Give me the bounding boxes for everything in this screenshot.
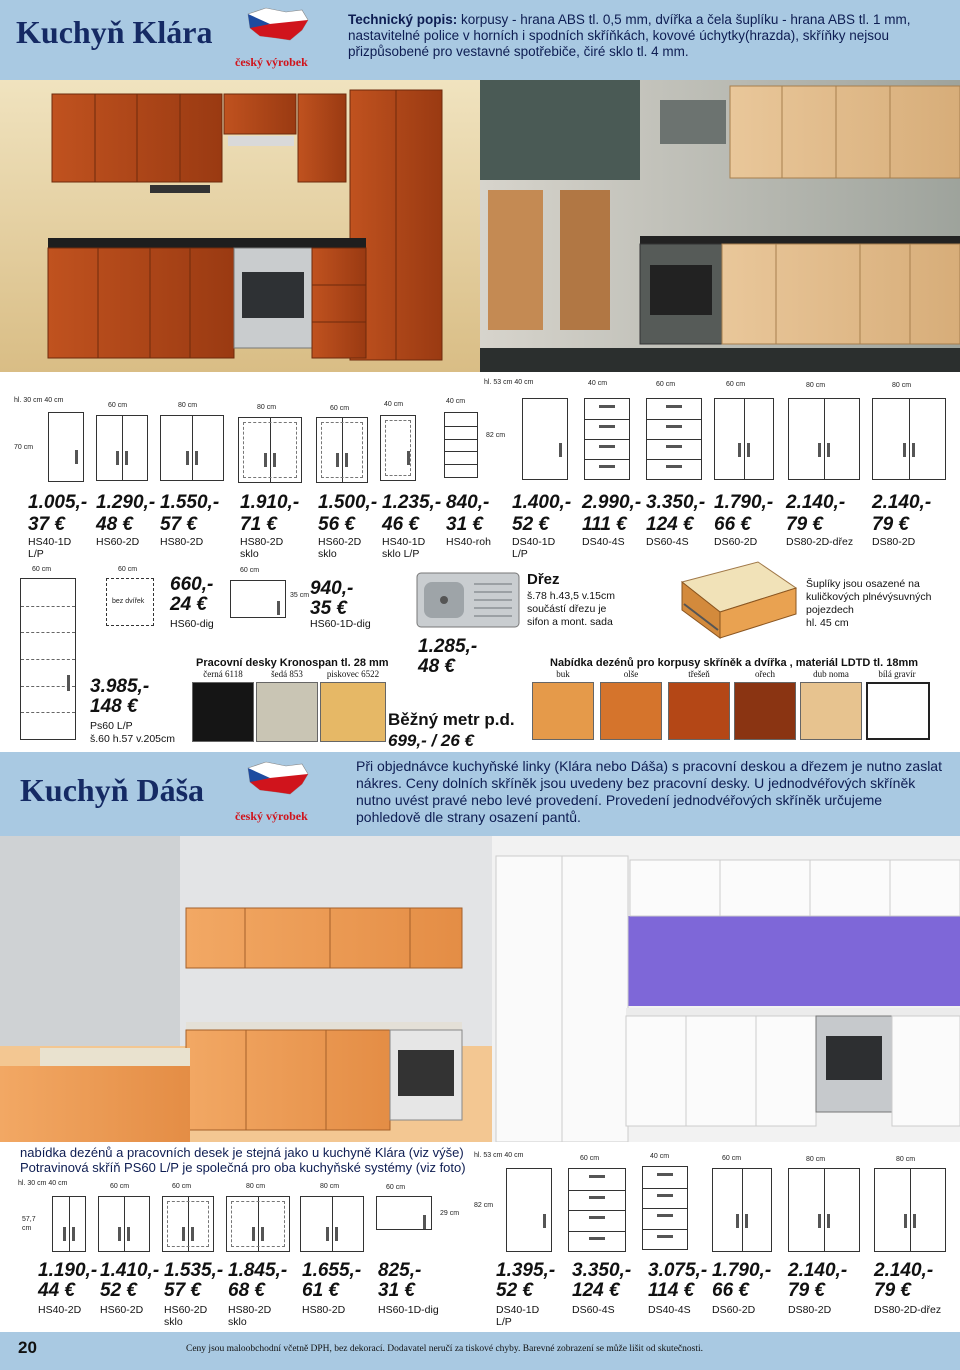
sink-image bbox=[416, 572, 520, 628]
cabinet-line bbox=[21, 659, 75, 660]
cabinet-line bbox=[569, 1231, 625, 1232]
cabinet-drawing-ds40-4s bbox=[584, 398, 630, 480]
cabinet-line bbox=[824, 1169, 825, 1251]
cabinet-line bbox=[445, 464, 477, 465]
cabinet-drawing-ds60-4s bbox=[646, 398, 702, 480]
decor-swatch-beech bbox=[532, 682, 594, 740]
cabinet-line bbox=[824, 399, 825, 479]
sink-spec: součástí dřezu je bbox=[527, 603, 607, 615]
price-czk: 1.290,- bbox=[96, 492, 156, 513]
decor-label: ořech bbox=[755, 669, 775, 679]
worktop-label: šedá 853 bbox=[271, 669, 303, 679]
product-code: Ps60 L/P bbox=[90, 720, 133, 732]
cabinet-line bbox=[589, 1216, 605, 1219]
cabinet-dims: 60 cm bbox=[386, 1184, 406, 1191]
cabinet-drawing-ds80-2d-sink bbox=[788, 398, 860, 480]
cabinet-line bbox=[445, 439, 477, 440]
height-dim: 82 cm bbox=[486, 432, 506, 439]
cabinet-line bbox=[742, 1169, 743, 1251]
price-eur: 79 € bbox=[788, 1280, 825, 1301]
price-czk: 3.985,- bbox=[90, 676, 150, 697]
decor-label: dub noma bbox=[813, 669, 849, 679]
product-code-note: L/P bbox=[28, 548, 44, 560]
product-code: HS60-2D bbox=[100, 1304, 144, 1316]
cabinet-line bbox=[69, 1197, 70, 1251]
product-code: DS40-1D bbox=[512, 536, 556, 548]
price-eur: 44 € bbox=[38, 1280, 75, 1301]
cabinet-line bbox=[192, 416, 193, 480]
price-eur: 46 € bbox=[382, 514, 419, 535]
cabinet-drawing-hs60-1d-dig bbox=[376, 1196, 432, 1230]
cabinet-dims: 60 cm bbox=[108, 402, 128, 409]
sink-title: Dřez bbox=[527, 571, 560, 588]
price-eur: 48 € bbox=[96, 514, 133, 535]
footer-disclaimer: Ceny jsou maloobchodní včetně DPH, bez dekorací. Dodavatel neručí za tiskové chyby. Barevné zobrazení se může lišit od skutečnosti. bbox=[186, 1344, 703, 1354]
price-eur: 37 € bbox=[28, 514, 65, 535]
price-czk: 1.790,- bbox=[714, 492, 774, 513]
cabinet-drawing-hs60-2d-glass bbox=[316, 417, 368, 483]
cabinet-line bbox=[122, 416, 123, 480]
price-eur: 66 € bbox=[712, 1280, 749, 1301]
height-dim: 35 cm bbox=[290, 592, 310, 599]
price-czk: 1.400,- bbox=[512, 492, 572, 513]
cabinet-line bbox=[910, 1169, 911, 1251]
price-eur: 24 € bbox=[170, 594, 207, 615]
cabinet-line bbox=[385, 420, 411, 476]
height-dim: 57,7 bbox=[22, 1216, 36, 1223]
product-code: HS80-2D bbox=[302, 1304, 346, 1316]
cabinet-drawing-ds60-2d bbox=[712, 1168, 772, 1252]
sink-spec: š.78 h.43,5 v.15cm bbox=[527, 590, 615, 602]
order-note: Při objednávce kuchyňské linky (Klára nebo Dáša) s pracovní deskou a dřezem je nutno zaslat nákres. Ceny dolních skříněk jsou uvedeny bez pracovní desky. U jednodvéřových skříněk nutno uvést pravé nebo levé provedení. Provedení jednodvéřových skříněk určujeme pohledově dle strany osazení pantů. bbox=[356, 758, 942, 825]
worktop-swatch-sandstone bbox=[320, 682, 386, 742]
product-code: DS40-4S bbox=[582, 536, 625, 548]
product-code: DS60-2D bbox=[712, 1304, 756, 1316]
cabinet-dims: hl. 53 cm 40 cm bbox=[484, 379, 534, 386]
cabinet-line bbox=[277, 601, 280, 615]
height-dim: 82 cm bbox=[474, 1202, 494, 1209]
cabinet-line bbox=[118, 1227, 121, 1241]
price-czk: 1.190,- bbox=[38, 1260, 98, 1281]
worktops-title: Pracovní desky Kronospan tl. 28 mm bbox=[196, 657, 389, 669]
cabinet-line bbox=[585, 439, 629, 440]
cabinet-line bbox=[643, 1229, 687, 1230]
cabinet-dims: 80 cm bbox=[806, 382, 826, 389]
price-czk: 2.140,- bbox=[874, 1260, 934, 1281]
cabinet-dims: 60 cm bbox=[656, 381, 676, 388]
price-czk: 1.910,- bbox=[240, 492, 300, 513]
cabinet-line bbox=[569, 1190, 625, 1191]
cabinet-line bbox=[75, 450, 78, 464]
price-czk: 3.350,- bbox=[646, 492, 706, 513]
product-code-note: L/P bbox=[496, 1316, 512, 1328]
price-czk: 2.140,- bbox=[786, 492, 846, 513]
height-unit: cm bbox=[22, 1225, 32, 1232]
cabinet-dims: 40 cm bbox=[384, 401, 404, 408]
cabinet-dims: 40 cm bbox=[588, 380, 608, 387]
kitchen-illustration-dasa bbox=[0, 836, 960, 1142]
price-czk: 2.140,- bbox=[788, 1260, 848, 1281]
cabinet-dims: 80 cm bbox=[320, 1183, 340, 1190]
cabinet-dims: 60 cm bbox=[330, 405, 350, 412]
cabinet-line bbox=[657, 1214, 673, 1217]
cabinet-drawing-hs40-1d-glass bbox=[380, 415, 416, 481]
kitchen-illustration-klara bbox=[0, 80, 960, 372]
cabinet-drawing-hs80-2d bbox=[160, 415, 224, 481]
cabinet-line bbox=[647, 439, 701, 440]
no-doors-label: bez dvířek bbox=[112, 598, 145, 605]
cabinet-dims: 60 cm bbox=[240, 567, 260, 574]
price-eur: 52 € bbox=[496, 1280, 533, 1301]
price-czk: 1.845,- bbox=[228, 1260, 288, 1281]
cabinet-dims: 60 cm bbox=[722, 1155, 742, 1162]
cabinet-line bbox=[589, 1237, 605, 1240]
cabinet-line bbox=[445, 451, 477, 452]
cabinet-drawing-ds40-1d bbox=[506, 1168, 552, 1252]
price-czk: 1.395,- bbox=[496, 1260, 556, 1281]
decor-swatch-oak bbox=[800, 682, 862, 740]
cabinet-line bbox=[657, 1173, 673, 1176]
price-eur: 114 € bbox=[648, 1280, 695, 1301]
cabinet-line bbox=[647, 419, 701, 420]
cabinet-line bbox=[657, 1235, 673, 1238]
cabinet-line bbox=[738, 443, 741, 457]
cabinet-drawing-ds40-4s bbox=[642, 1166, 688, 1250]
cabinet-line bbox=[125, 451, 128, 465]
product-code: DS60-4S bbox=[572, 1304, 615, 1316]
dasa-info-line: Potravinová skříň PS60 L/P je společná pro oba kuchyňské systémy (viz foto) bbox=[20, 1160, 466, 1175]
cabinet-line bbox=[736, 1214, 739, 1228]
price-eur: 35 € bbox=[310, 598, 347, 619]
worktop-swatch-black bbox=[192, 682, 254, 742]
decor-label: olše bbox=[623, 669, 639, 679]
cabinet-dims: 40 cm bbox=[446, 398, 466, 405]
page-title-klara: Kuchyň Klára bbox=[16, 14, 213, 50]
cabinet-line bbox=[599, 425, 615, 428]
cabinet-line bbox=[423, 1215, 426, 1229]
price-eur: 31 € bbox=[378, 1280, 415, 1301]
cabinet-drawing-hs80-2d-glass bbox=[238, 417, 302, 483]
cabinet-line bbox=[231, 1201, 285, 1247]
cabinet-line bbox=[167, 1201, 209, 1247]
price-eur: 61 € bbox=[302, 1280, 339, 1301]
dasa-info-line: nabídka dezénů a pracovních desek je stejná jako u kuchyně Klára (viz výše) bbox=[20, 1145, 464, 1160]
price-eur: 124 € bbox=[646, 514, 694, 535]
cabinet-line bbox=[321, 422, 363, 478]
cabinet-line bbox=[666, 425, 682, 428]
cabinet-line bbox=[585, 419, 629, 420]
price-eur: 111 € bbox=[582, 514, 627, 535]
cabinet-drawing-hs60-1d-dig bbox=[230, 580, 286, 618]
product-code: HS60-2D bbox=[164, 1304, 208, 1316]
cabinet-drawing-ds80-2d bbox=[788, 1168, 860, 1252]
cabinet-dims: 80 cm bbox=[178, 402, 198, 409]
price-eur: 66 € bbox=[714, 514, 751, 535]
cabinet-line bbox=[67, 675, 70, 691]
cabinet-line bbox=[335, 1227, 338, 1241]
cabinet-line bbox=[116, 451, 119, 465]
price-czk: 940,- bbox=[310, 578, 354, 599]
tech-text: korpusy - hrana ABS tl. 0,5 mm, dvířka a čela šuplíku - hrana ABS tl. 1 mm, nastavitelné police v horních i spodních skříňkách, kovové úchytky(hrazda), skříňky nejsou přizpůsobené pro vestavné spotřebiče, čiré sklo tl. 4 mm. bbox=[348, 12, 911, 59]
cabinet-dims: hl. 30 cm 40 cm bbox=[18, 1180, 68, 1187]
cabinet-dims: 60 cm bbox=[172, 1183, 192, 1190]
product-code-note: sklo bbox=[318, 548, 337, 560]
product-code: HS40-2D bbox=[38, 1304, 82, 1316]
cabinet-dims: 80 cm bbox=[257, 404, 277, 411]
cabinet-line bbox=[195, 451, 198, 465]
product-code: HS60-2D bbox=[96, 536, 140, 548]
cabinet-line bbox=[912, 443, 915, 457]
cabinet-dims: 80 cm bbox=[892, 382, 912, 389]
cabinet-drawing-ds80-2d bbox=[872, 398, 946, 480]
cabinet-dims: 60 cm bbox=[32, 566, 52, 573]
cabinet-drawing-hs60-2d bbox=[98, 1196, 150, 1252]
cabinet-drawing-hs80-2d-glass bbox=[226, 1196, 290, 1252]
cabinet-drawing-ps60 bbox=[20, 578, 76, 740]
running-metre-title: Běžný metr p.d. bbox=[388, 710, 515, 729]
product-code-note: sklo bbox=[228, 1316, 247, 1328]
price-czk: 1.790,- bbox=[712, 1260, 772, 1281]
cabinet-line bbox=[186, 451, 189, 465]
page-number: 20 bbox=[18, 1338, 37, 1357]
cabinet-line bbox=[332, 1197, 333, 1251]
cabinet-line bbox=[599, 405, 615, 408]
cabinet-dims: 60 cm bbox=[580, 1155, 600, 1162]
product-code: DS40-1D bbox=[496, 1304, 540, 1316]
cabinet-line bbox=[124, 1197, 125, 1251]
cabinet-drawing-ds80-2d-sink bbox=[874, 1168, 946, 1252]
price-czk: 1.500,- bbox=[318, 492, 378, 513]
price-czk: 1.235,- bbox=[382, 492, 442, 513]
cabinet-dims: 60 cm bbox=[110, 1183, 130, 1190]
height-dim: 70 cm bbox=[14, 444, 34, 451]
cabinet-dims: 60 cm bbox=[726, 381, 746, 388]
price-eur: 79 € bbox=[786, 514, 823, 535]
cabinet-dims: 40 cm bbox=[650, 1153, 670, 1160]
price-eur: 56 € bbox=[318, 514, 355, 535]
sink-spec: sifon a mont. sada bbox=[527, 616, 613, 628]
cabinet-line bbox=[818, 1214, 821, 1228]
price-eur: 148 € bbox=[90, 696, 138, 717]
cabinet-line bbox=[913, 1214, 916, 1228]
cabinet-line bbox=[585, 459, 629, 460]
price-czk: 1.410,- bbox=[100, 1260, 160, 1281]
product-code: DS80-2D bbox=[872, 536, 916, 548]
cabinet-line bbox=[21, 712, 75, 713]
price-eur: 48 € bbox=[418, 656, 455, 677]
decor-swatch-walnut bbox=[734, 682, 796, 740]
drawer-spec: hl. 45 cm bbox=[806, 617, 849, 629]
drawer-spec: Šuplíky jsou osazené na bbox=[806, 578, 920, 590]
decor-swatch-white bbox=[866, 682, 930, 740]
cabinet-dims: 80 cm bbox=[246, 1183, 266, 1190]
price-eur: 52 € bbox=[512, 514, 549, 535]
decor-swatch-alder bbox=[600, 682, 662, 740]
czech-flag-icon bbox=[246, 6, 310, 46]
cabinet-line bbox=[747, 443, 750, 457]
cabinet-line bbox=[909, 399, 910, 479]
price-czk: 3.075,- bbox=[648, 1260, 708, 1281]
price-eur: 79 € bbox=[874, 1280, 911, 1301]
decors-title: Nabídka dezénů pro korpusy skříněk a dvířka , materiál LDTD tl. 18mm bbox=[550, 657, 919, 669]
drawer-spec: pojezdech bbox=[806, 604, 854, 616]
price-eur: 71 € bbox=[240, 514, 277, 535]
cabinet-line bbox=[643, 1208, 687, 1209]
price-eur: 124 € bbox=[572, 1280, 620, 1301]
cabinet-dims: 80 cm bbox=[896, 1156, 916, 1163]
price-czk: 1.550,- bbox=[160, 492, 220, 513]
cabinet-drawing-ds40-1d bbox=[522, 398, 568, 480]
tech-label: Technický popis: bbox=[348, 12, 458, 27]
cabinet-dims: hl. 30 cm 40 cm bbox=[14, 397, 64, 404]
product-code: HS80-2D bbox=[240, 536, 284, 548]
product-code: HS40-1D bbox=[382, 536, 426, 548]
product-code: HS80-2D bbox=[228, 1304, 272, 1316]
price-eur: 57 € bbox=[160, 514, 197, 535]
cabinet-line bbox=[569, 1210, 625, 1211]
cabinet-line bbox=[445, 426, 477, 427]
product-code: HS80-2D bbox=[160, 536, 204, 548]
product-code: DS80-2D-dřez bbox=[786, 536, 854, 548]
cabinet-line bbox=[543, 1214, 546, 1228]
price-czk: 2.140,- bbox=[872, 492, 932, 513]
cabinet-line bbox=[21, 632, 75, 633]
product-code-note: L/P bbox=[512, 548, 528, 560]
price-eur: 79 € bbox=[872, 514, 909, 535]
worktop-swatch-grey bbox=[256, 682, 318, 742]
cabinet-dims: hl. 53 cm 40 cm bbox=[474, 1152, 524, 1159]
worktop-label: piskovec 6522 bbox=[326, 669, 380, 679]
price-czk: 2.990,- bbox=[582, 492, 642, 513]
cabinet-drawing-ds60-2d bbox=[714, 398, 774, 480]
cabinet-line bbox=[21, 606, 75, 607]
kitchen-photo-dasa bbox=[0, 836, 960, 1142]
cabinet-line bbox=[643, 1188, 687, 1189]
product-code-note: sklo bbox=[240, 548, 259, 560]
cabinet-line bbox=[589, 1196, 605, 1199]
cabinet-drawing-hs40-roh bbox=[444, 412, 478, 478]
price-eur: 31 € bbox=[446, 514, 483, 535]
cabinet-line bbox=[827, 443, 830, 457]
cabinet-dims: 80 cm bbox=[806, 1156, 826, 1163]
cabinet-line bbox=[599, 465, 615, 468]
cabinet-line bbox=[243, 422, 297, 478]
cabinet-line bbox=[744, 399, 745, 479]
cabinet-line bbox=[903, 443, 906, 457]
cabinet-drawing-hs40-2d bbox=[52, 1196, 86, 1252]
product-code: HS60-dig bbox=[170, 618, 214, 630]
decor-label: třešeň bbox=[688, 669, 710, 679]
price-czk: 1.285,- bbox=[418, 636, 478, 657]
drawer-image bbox=[672, 558, 800, 642]
product-code: HS40-roh bbox=[446, 536, 491, 548]
drawer-spec: kuličkových plnévýsuvných bbox=[806, 591, 932, 603]
cabinet-line bbox=[666, 405, 682, 408]
price-czk: 1.535,- bbox=[164, 1260, 224, 1281]
cabinet-line bbox=[647, 459, 701, 460]
cabinet-drawing-hs80-2d bbox=[300, 1196, 364, 1252]
product-code: HS60-1D-dig bbox=[378, 1304, 439, 1316]
cabinet-line bbox=[818, 443, 821, 457]
kitchen-photo-klara bbox=[0, 80, 960, 372]
cabinet-line bbox=[745, 1214, 748, 1228]
cabinet-drawing-ds60-4s bbox=[568, 1168, 626, 1252]
price-czk: 840,- bbox=[446, 492, 490, 513]
product-code: DS80-2D-dřez bbox=[874, 1304, 942, 1316]
cabinet-line bbox=[666, 465, 682, 468]
product-code-note: sklo bbox=[164, 1316, 183, 1328]
czech-flag-icon bbox=[246, 760, 310, 800]
product-code: DS40-4S bbox=[648, 1304, 691, 1316]
decor-swatch-cherry bbox=[668, 682, 730, 740]
cabinet-line bbox=[827, 1214, 830, 1228]
cabinet-drawing-hs60-2d-glass bbox=[162, 1196, 214, 1252]
product-code: DS60-2D bbox=[714, 536, 758, 548]
cabinet-line bbox=[63, 1227, 66, 1241]
cabinet-drawing-hs40-1d bbox=[48, 412, 84, 482]
cabinet-line bbox=[559, 443, 562, 457]
cabinet-line bbox=[657, 1194, 673, 1197]
cabinet-drawing-hs60-2d bbox=[96, 415, 148, 481]
worktop-label: černá 6118 bbox=[203, 669, 243, 679]
product-code: DS80-2D bbox=[788, 1304, 832, 1316]
product-code-note: š.60 h.57 v.205cm bbox=[90, 733, 176, 745]
cabinet-line bbox=[599, 445, 615, 448]
price-czk: 1.005,- bbox=[28, 492, 88, 513]
product-code-note: sklo L/P bbox=[382, 548, 420, 560]
technical-description bbox=[348, 12, 948, 60]
price-czk: 825,- bbox=[378, 1260, 422, 1281]
cabinet-line bbox=[72, 1227, 75, 1241]
product-code: DS60-4S bbox=[646, 536, 689, 548]
running-metre-price: 699,- / 26 € bbox=[388, 731, 475, 750]
decor-label: buk bbox=[556, 669, 570, 679]
price-eur: 52 € bbox=[100, 1280, 137, 1301]
price-eur: 57 € bbox=[164, 1280, 201, 1301]
czech-product-badge: český výrobek bbox=[235, 809, 308, 823]
cabinet-line bbox=[589, 1175, 605, 1178]
price-czk: 3.350,- bbox=[572, 1260, 632, 1281]
czech-product-badge: český výrobek bbox=[235, 55, 308, 69]
price-eur: 68 € bbox=[228, 1280, 265, 1301]
price-czk: 1.655,- bbox=[302, 1260, 362, 1281]
cabinet-line bbox=[666, 445, 682, 448]
product-code: HS40-1D bbox=[28, 536, 72, 548]
product-code: HS60-1D-dig bbox=[310, 618, 371, 630]
cabinet-line bbox=[904, 1214, 907, 1228]
cabinet-line bbox=[326, 1227, 329, 1241]
decor-label: bílá gravír bbox=[878, 669, 916, 679]
price-czk: 660,- bbox=[170, 574, 214, 595]
product-code: HS60-2D bbox=[318, 536, 362, 548]
page-title-dasa: Kuchyň Dáša bbox=[20, 772, 205, 808]
cabinet-dims: 60 cm bbox=[118, 566, 138, 573]
cabinet-line bbox=[127, 1227, 130, 1241]
height-dim: 29 cm bbox=[440, 1210, 460, 1217]
